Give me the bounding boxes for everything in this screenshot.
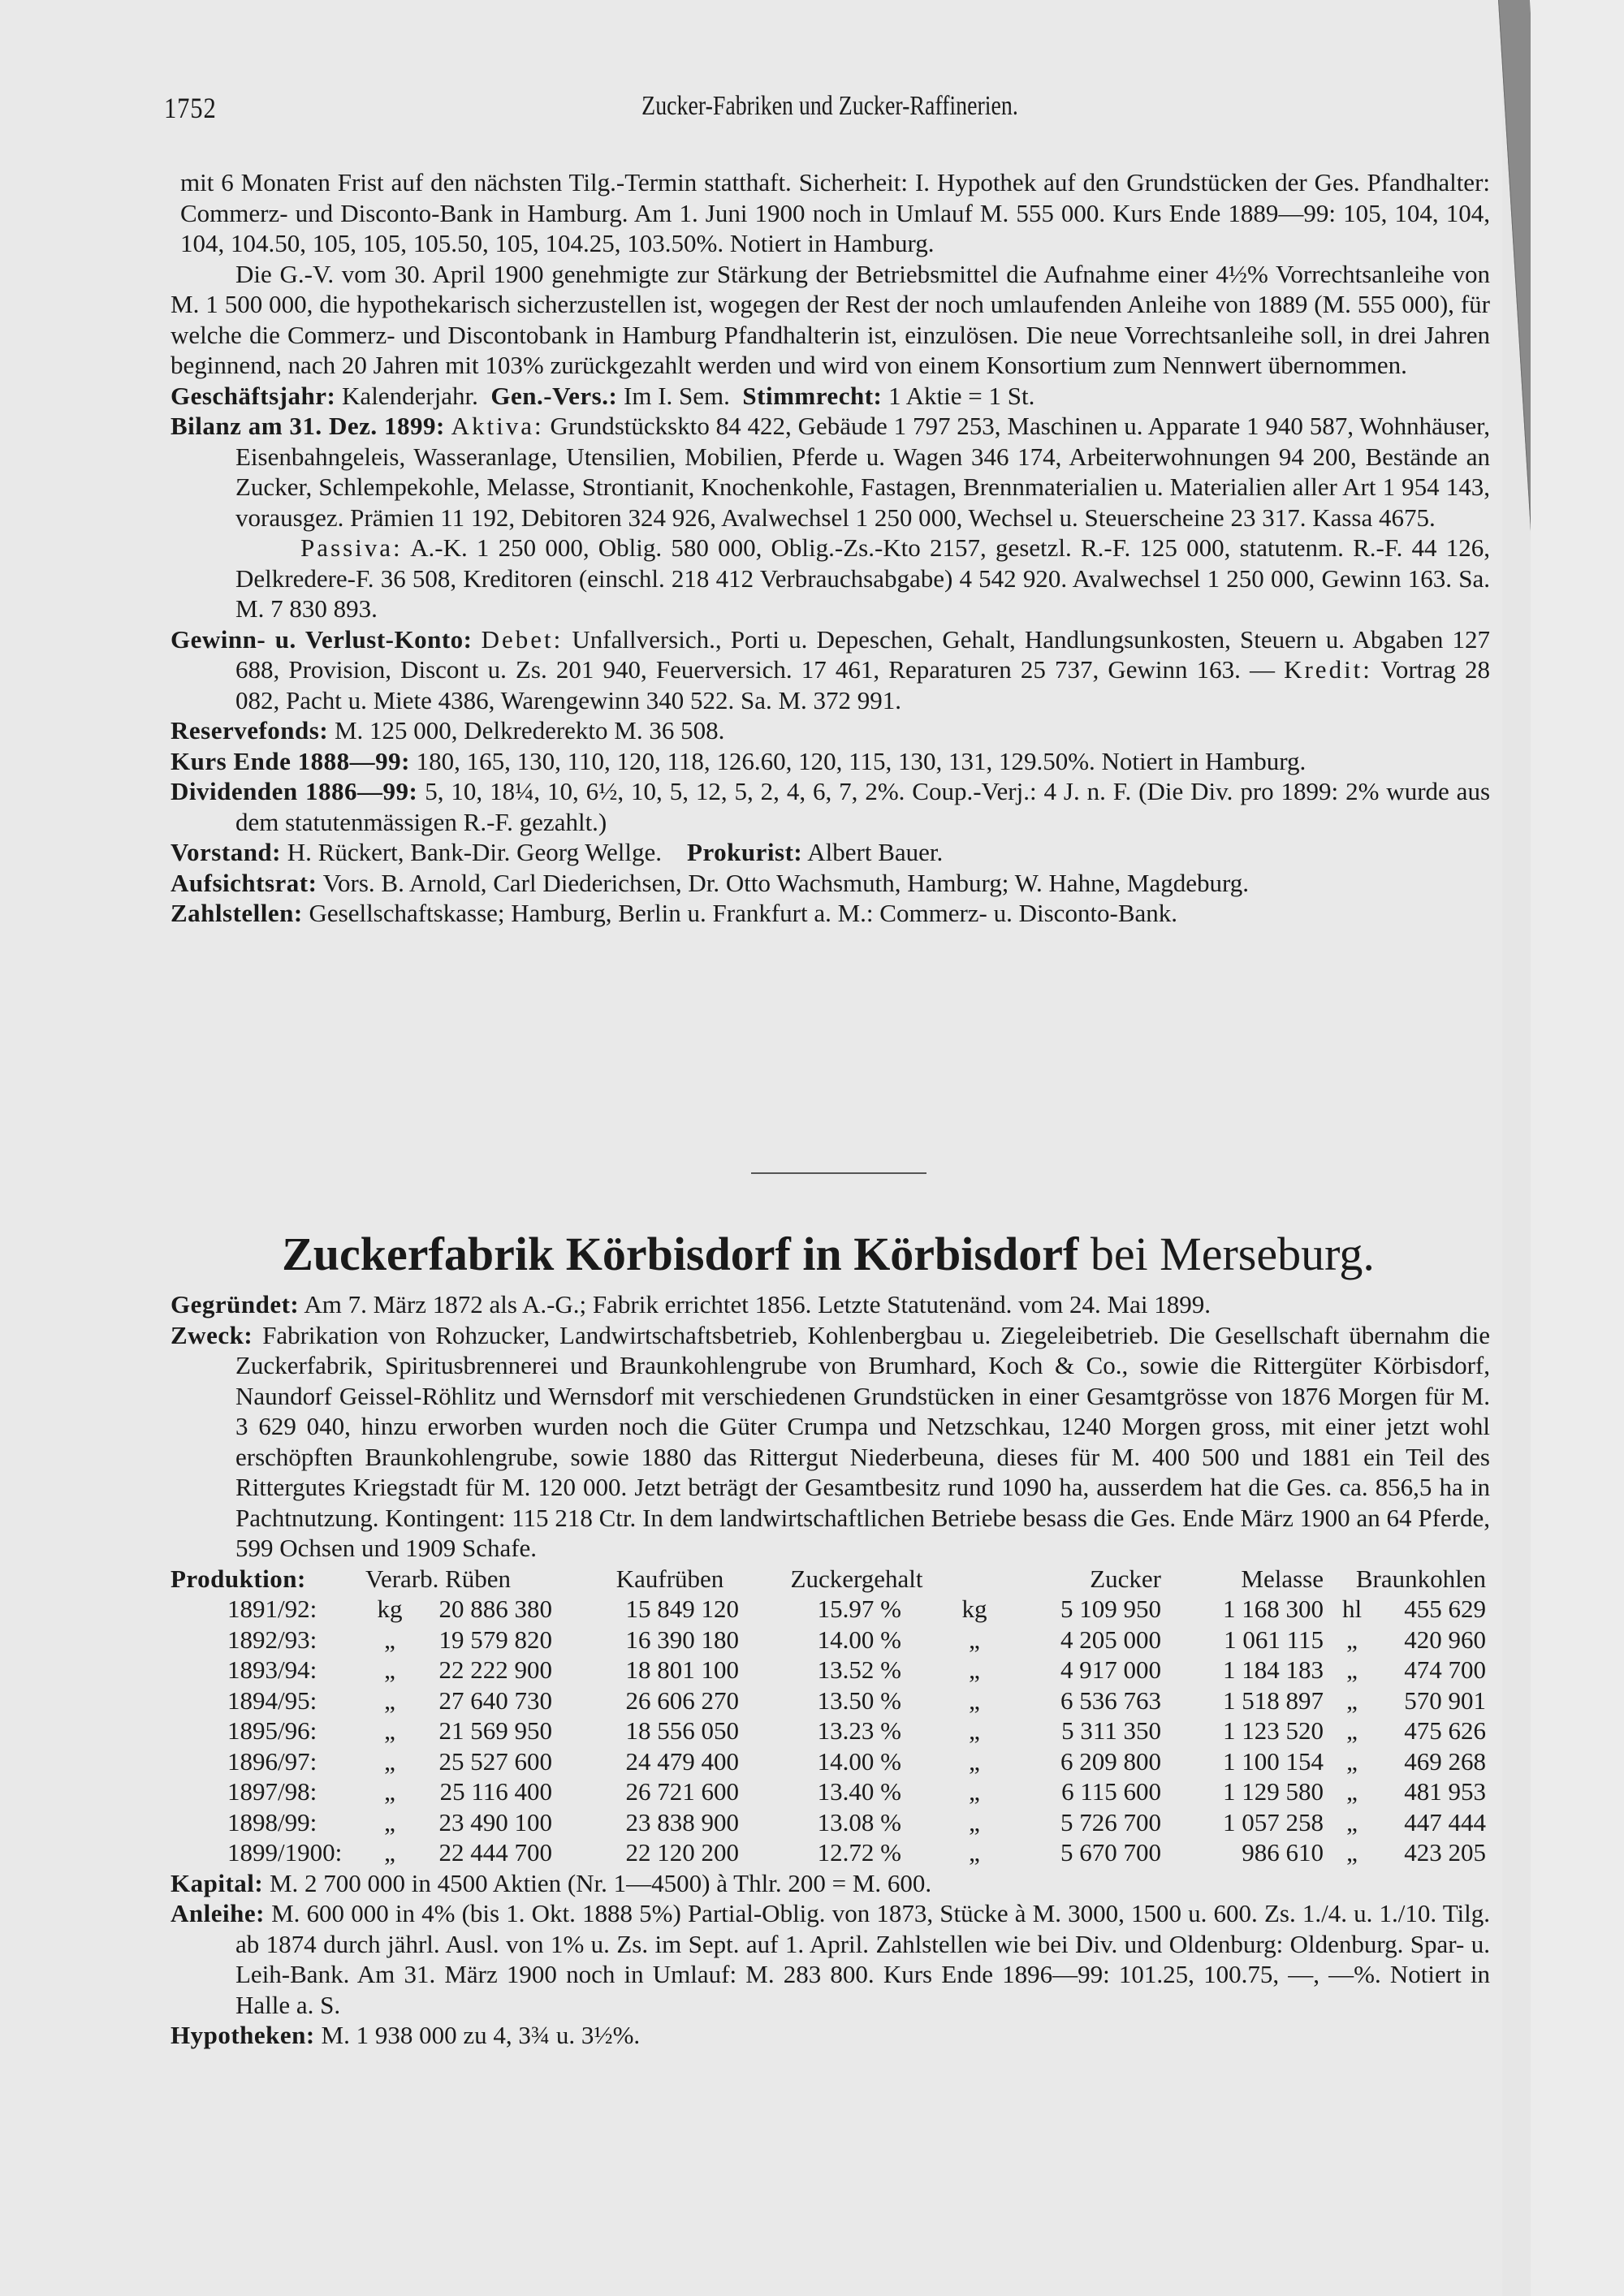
row-unit-kg: kg — [377, 1595, 403, 1623]
row-kauf: 18 801 100 — [625, 1655, 739, 1684]
aufsichtsrat — [171, 868, 1490, 899]
row-unit-zucker: „ — [969, 1655, 980, 1684]
row-braunkohlen: 423 205 — [1404, 1838, 1486, 1867]
row-kauf: 26 721 600 — [625, 1777, 739, 1806]
row-braunkohlen: 447 444 — [1404, 1807, 1486, 1836]
value-aktiva: Grundstückskto 84 422, Gebäude 1 797 253, Maschinen u. Apparate 1 940 587, Wohnhäuser, Eisenbahngeleis, Wasseranlage, Utensilien, Mobilien, Pferde u. Wagen 346 174, Arbeiterwohnungen 94 200, Bestände an Zucker, Schlempekohle, Melasse, Strontianit, Knochenkohle, Fastagen, Brennmaterialien u. Materialien aller Art 1 954 143, vorausgez. Prämien 11 192, Debitoren 324 926, Avalwechsel 1 250 000, Wechsel u. Steuerscheine 23 317. Kassa 4675. — [235, 412, 1490, 532]
row-kauf: 15 849 120 — [625, 1595, 739, 1623]
col-melasse: Melasse — [1241, 1564, 1324, 1593]
entry-heading — [162, 1226, 1494, 1283]
row-unit-kg: „ — [384, 1655, 395, 1684]
value-zahlstellen: Gesellschaftskasse; Hamburg, Berlin u. Frankfurt a. M.: Commerz- u. Disconto-Bank. — [309, 899, 1178, 927]
value-prokurist: Albert Bauer. — [807, 838, 944, 866]
row-zucker: 5 109 950 — [1060, 1595, 1161, 1623]
row-kauf: 24 479 400 — [625, 1746, 739, 1776]
row-year: 1891/92: — [227, 1595, 317, 1623]
production-row — [171, 1746, 1486, 1777]
production-row — [171, 1594, 1486, 1625]
row-zucker: 5 726 700 — [1060, 1807, 1161, 1836]
row-zucker: 6 209 800 — [1060, 1746, 1161, 1776]
row-year: 1894/95: — [227, 1685, 317, 1715]
production-row — [171, 1716, 1486, 1746]
production-header — [171, 1564, 1486, 1595]
row-zucker: 6 536 763 — [1060, 1685, 1161, 1715]
row-unit-kg: „ — [384, 1685, 395, 1715]
zweck — [171, 1320, 1490, 1564]
value-zweck: Fabrikation von Rohzucker, Landwirtschaftsbetrieb, Kohlenbergbau u. Ziegeleibetrieb. Die Gesellschaft übernahm die Zuckerfabrik, Spiritusbrennerei und Braunkohlengrube von Brumhard, Koch & Co., sowie die Rittergüter Körbisdorf, Naundorf Geissel-Röhlitz und Wernsdorf mit verschiedenen Grundstücken in einer Gesamtgrösse von 1876 Morgen für M. 3 629 040, hinzu erworben wurden noch die Güter Crumpa und Netzschkau, 1240 Morgen gross, mit einer jetzt wohl erschöpften Braunkohlengrube, sowie 1880 das Rittergut Niederbeuna, dieses für M. 400 500 und 1881 ein Teil des Rittergutes Kriegstadt für M. 120 000. Jetzt beträgt der Gesamtbesitz rund 1090 ha, ausserdem hat die Ges. ca. 856,5 ha in Pachtnutzung. Kontingent: 115 218 Ctr. In dem landwirtschaftlichen Betriebe besass die Ges. Ende März 1900 an 64 Pferde, 599 Ochsen und 1909 Schafe. — [235, 1320, 1490, 1562]
row-kauf: 18 556 050 — [625, 1716, 739, 1745]
value-debet: Unfallversich., Porti u. Depeschen, Gehalt, Handlungsunkosten, Steuern u. Abgaben 127 688, Provision, Discont u. Zs. 201 940, Feuerversich. 17 461, Reparaturen 25 737, Gewinn 163. — — [235, 624, 1491, 684]
row-gehalt: 13.52 % — [817, 1655, 901, 1684]
bilanz-passiva — [171, 533, 1490, 624]
bilanz-aktiva — [171, 411, 1490, 533]
row-verarb: 21 569 950 — [438, 1716, 552, 1745]
row-kauf: 16 390 180 — [625, 1625, 739, 1654]
row-melasse: 1 061 115 — [1224, 1625, 1324, 1654]
row-gehalt: 13.23 % — [817, 1716, 901, 1745]
geschaeftsjahr-line — [171, 381, 1490, 412]
row-melasse: 1 184 183 — [1223, 1655, 1324, 1684]
col-braunkohlen: Braunkohlen — [1355, 1564, 1486, 1593]
production-row — [171, 1776, 1486, 1807]
value-anleihe: M. 600 000 in 4% (bis 1. Okt. 1888 5%) Partial-Oblig. von 1873, Stücke à M. 3000, 1500 u. 600. Zs. 1./4. u. 1./10. Tilg. ab 1874 durch jährl. Ausl. von 1% u. Zs. im Sept. auf 1. April. Zahlstellen wie bei Div. und Oldenburg: Oldenburg. Spar- u. Leih-Bank. Am 31. März 1900 noch in Umlauf: M. 283 800. Kurs Ende 1896—99: 101.25, 100.75, —, —%. Notiert in Halle a. S. — [235, 1899, 1491, 2019]
label-aufsichtsrat: Aufsichtsrat: — [171, 868, 317, 897]
label-guv: Gewinn- u. Verlust-Konto: — [171, 624, 473, 654]
row-melasse: 1 129 580 — [1223, 1777, 1324, 1806]
row-unit-zucker: „ — [969, 1625, 980, 1654]
hypotheken — [171, 2020, 1490, 2051]
row-zucker: 4 917 000 — [1060, 1655, 1161, 1684]
production-row — [171, 1625, 1486, 1655]
label-reservefonds: Reservefonds: — [171, 716, 329, 744]
gegruendet — [171, 1289, 1490, 1320]
value-kredit: Vortrag 28 082, Pacht u. Miete 4386, Warengewinn 340 522. Sa. M. 372 991. — [235, 655, 1490, 714]
label-zweck: Zweck: — [171, 1320, 253, 1349]
value-vorstand: H. Rückert, Bank-Dir. Georg Wellge. — [287, 838, 663, 866]
row-zucker: 5 311 350 — [1061, 1716, 1161, 1745]
row-verarb: 19 579 820 — [438, 1625, 552, 1654]
label-anleihe: Anleihe: — [171, 1899, 265, 1927]
row-unit-hl: „ — [1346, 1625, 1358, 1654]
row-year: 1895/96: — [227, 1716, 317, 1745]
label-bilanz: Bilanz am 31. Dez. 1899: — [171, 412, 445, 440]
row-verarb: 20 886 380 — [438, 1595, 552, 1623]
row-unit-kg: „ — [384, 1746, 395, 1776]
label-aktiva: Aktiva: — [451, 412, 544, 440]
row-braunkohlen: 474 700 — [1404, 1655, 1486, 1684]
production-row — [171, 1655, 1486, 1685]
row-verarb: 25 527 600 — [438, 1746, 552, 1776]
row-unit-zucker: „ — [969, 1746, 980, 1776]
heading-location: bei Merseburg. — [1090, 1228, 1375, 1280]
label-kredit: Kredit: — [1284, 655, 1372, 684]
running-header — [164, 91, 1496, 132]
row-year: 1898/99: — [227, 1807, 317, 1836]
production-table — [171, 1564, 1486, 1868]
row-braunkohlen: 469 268 — [1404, 1746, 1486, 1776]
row-unit-kg: „ — [384, 1807, 395, 1836]
row-year: 1893/94: — [227, 1655, 317, 1684]
row-unit-zucker: kg — [961, 1595, 987, 1623]
reservefonds — [171, 715, 1490, 746]
label-produktion: Produktion: — [171, 1564, 306, 1593]
value-reservefonds: M. 125 000, Delkrederekto M. 36 508. — [334, 716, 725, 744]
value-geschaeftsjahr: Kalenderjahr. — [342, 381, 478, 410]
row-unit-zucker: „ — [969, 1777, 980, 1806]
gv-note: Die G.-V. vom 30. April 1900 genehmigte zur Stärkung der Betriebsmittel die Aufnahme einer 4½% Vorrechtsanleihe von M. 1 500 000, die hypothekarisch sicherzustellen ist, wogegen der Rest der noch umlaufenden Anleihe von 1889 (M. 555 000), für welche die Commerz- und Discontobank in Hamburg Pfandhalterin ist, einzulösen. Die neue Vorrechtsanleihe soll, in drei Jahren beginnend, nach 20 Jahren mit 103% zurückgezahlt werden und wird von einem Konsortium zum Nennwert übernommen. — [171, 259, 1490, 379]
value-gegruendet: Am 7. März 1872 als A.-G.; Fabrik errichtet 1856. Letzte Statutenänd. vom 24. Mai 1899. — [304, 1290, 1211, 1318]
row-verarb: 22 222 900 — [438, 1655, 552, 1684]
row-melasse: 1 057 258 — [1223, 1807, 1324, 1836]
guv-konto — [171, 624, 1490, 716]
row-unit-hl: hl — [1341, 1595, 1363, 1623]
row-unit-hl: „ — [1346, 1777, 1358, 1806]
row-kauf: 22 120 200 — [625, 1838, 739, 1867]
zahlstellen — [171, 898, 1490, 929]
row-verarb: 25 116 400 — [439, 1777, 552, 1806]
row-melasse: 1 100 154 — [1223, 1746, 1324, 1776]
vorstand — [171, 837, 1490, 868]
label-kurs: Kurs Ende 1888—99: — [171, 746, 410, 775]
label-zahlstellen: Zahlstellen: — [171, 899, 303, 927]
row-unit-kg: „ — [384, 1838, 395, 1867]
row-unit-hl: „ — [1346, 1838, 1358, 1867]
row-unit-hl: „ — [1346, 1685, 1358, 1715]
row-melasse: 1 123 520 — [1223, 1716, 1324, 1745]
row-gehalt: 13.08 % — [817, 1807, 901, 1836]
label-dividenden: Dividenden 1886—99: — [171, 777, 418, 805]
row-year: 1899/1900: — [227, 1838, 343, 1867]
row-kauf: 23 838 900 — [625, 1807, 739, 1836]
value-dividenden: 5, 10, 18¼, 10, 6½, 10, 5, 12, 5, 2, 4, 6, 7, 2%. Coup.-Verj.: 4 J. n. F. (Die Div. pro 1899: 2% wurde aus dem statutenmässigen R.-F. gezahlt.) — [235, 777, 1491, 836]
page-number: 1752 — [164, 92, 217, 124]
anleihe — [171, 1898, 1490, 2020]
row-gehalt: 13.50 % — [817, 1685, 901, 1715]
row-melasse: 986 610 — [1242, 1838, 1324, 1867]
row-year: 1892/93: — [227, 1625, 317, 1654]
value-kurs: 180, 165, 130, 110, 120, 118, 126.60, 120, 115, 130, 131, 129.50%. Notiert in Hamburg. — [416, 746, 1307, 775]
row-year: 1896/97: — [227, 1746, 317, 1776]
row-unit-zucker: „ — [969, 1838, 980, 1867]
value-stimmrecht: 1 Aktie = 1 St. — [888, 381, 1035, 410]
label-geschaeftsjahr: Geschäftsjahr: — [171, 381, 336, 410]
row-unit-zucker: „ — [969, 1685, 980, 1715]
row-braunkohlen: 475 626 — [1404, 1716, 1486, 1745]
col-gehalt: Zuckergehalt — [790, 1564, 923, 1593]
scan-margin — [1531, 0, 1624, 2296]
kurs — [171, 746, 1490, 777]
label-stimmrecht: Stimmrecht: — [742, 381, 883, 410]
production-row — [171, 1837, 1486, 1868]
value-kapital: M. 2 700 000 in 4500 Aktien (Nr. 1—4500) à Thlr. 200 = M. 600. — [269, 1868, 932, 1897]
label-hypotheken: Hypotheken: — [171, 2021, 315, 2049]
label-debet: Debet: — [481, 624, 564, 654]
production-row — [171, 1685, 1486, 1716]
row-gehalt: 14.00 % — [817, 1625, 901, 1654]
row-year: 1897/98: — [227, 1777, 317, 1806]
row-unit-zucker: „ — [969, 1716, 980, 1745]
label-gegruendet: Gegründet: — [171, 1290, 300, 1318]
value-hypotheken: M. 1 938 000 zu 4, 3¾ u. 3½%. — [321, 2021, 641, 2049]
col-verarb: Verarb. Rüben — [365, 1564, 512, 1593]
row-unit-kg: „ — [384, 1625, 395, 1654]
section-divider — [751, 1172, 926, 1174]
label-vorstand: Vorstand: — [171, 838, 281, 866]
kapital — [171, 1868, 1490, 1899]
row-unit-kg: „ — [384, 1716, 395, 1745]
row-unit-hl: „ — [1346, 1807, 1358, 1836]
row-gehalt: 12.72 % — [817, 1838, 901, 1867]
row-braunkohlen: 455 629 — [1404, 1595, 1486, 1623]
row-unit-hl: „ — [1346, 1655, 1358, 1684]
row-unit-kg: „ — [384, 1777, 395, 1806]
production-row — [171, 1807, 1486, 1838]
row-verarb: 27 640 730 — [438, 1685, 552, 1715]
value-passiva: A.-K. 1 250 000, Oblig. 580 000, Oblig.-Zs.-Kto 2157, gesetzl. R.-F. 125 000, statutenm. R.-F. 44 126, Delkredere-F. 36 508, Kreditoren (einschl. 218 412 Verbrauchsabgabe) 4 542 920. Avalwechsel 1 250 000, Gewinn 163. Sa. M. 7 830 893. — [235, 533, 1490, 623]
value-gen-vers: Im I. Sem. — [624, 381, 730, 410]
label-prokurist: Prokurist: — [687, 838, 803, 866]
row-zucker: 6 115 600 — [1061, 1777, 1161, 1806]
row-braunkohlen: 570 901 — [1404, 1685, 1486, 1715]
koerbisdorf-entry — [171, 1289, 1490, 2051]
row-braunkohlen: 420 960 — [1404, 1625, 1486, 1654]
row-braunkohlen: 481 953 — [1404, 1777, 1486, 1806]
row-gehalt: 15.97 % — [817, 1595, 901, 1623]
row-melasse: 1 168 300 — [1223, 1595, 1324, 1623]
label-passiva: Passiva: — [300, 533, 403, 562]
col-kauf: Kaufrüben — [615, 1564, 724, 1593]
label-gen-vers: Gen.-Vers.: — [490, 381, 618, 410]
row-zucker: 5 670 700 — [1060, 1838, 1161, 1867]
col-zucker: Zucker — [1090, 1564, 1161, 1593]
label-kapital: Kapital: — [171, 1868, 264, 1897]
row-kauf: 26 606 270 — [625, 1685, 739, 1715]
row-unit-hl: „ — [1346, 1746, 1358, 1776]
value-aufsichtsrat: Vors. B. Arnold, Carl Diederichsen, Dr. Otto Wachsmuth, Hamburg; W. Hahne, Magdeburg. — [322, 868, 1249, 897]
heading-company: Zuckerfabrik Körbisdorf in Körbisdorf — [282, 1228, 1079, 1280]
row-melasse: 1 518 897 — [1223, 1685, 1324, 1715]
row-verarb: 22 444 700 — [438, 1838, 552, 1867]
row-gehalt: 13.40 % — [817, 1777, 901, 1806]
row-zucker: 4 205 000 — [1060, 1625, 1161, 1654]
row-verarb: 23 490 100 — [438, 1807, 552, 1836]
running-title: Zucker-Fabriken und Zucker-Raffinerien. — [641, 91, 1018, 121]
row-gehalt: 14.00 % — [817, 1746, 901, 1776]
row-unit-hl: „ — [1346, 1716, 1358, 1745]
row-unit-zucker: „ — [969, 1807, 980, 1836]
previous-entry — [171, 167, 1490, 929]
dividenden — [171, 776, 1490, 837]
continuation-text: mit 6 Monaten Frist auf den nächsten Tilg.-Termin statthaft. Sicherheit: I. Hypothek auf den Grundstücken der Ges. Pfandhalter: Commerz- und Disconto-Bank in Hamburg. Am 1. Juni 1900 noch in Umlauf M. 555 000. Kurs Ende 1889—99: 105, 104, 104, 104, 104.50, 105, 105, 105.50, 105, 104.25, 103.50%. Notiert in Hamburg. — [180, 168, 1490, 257]
